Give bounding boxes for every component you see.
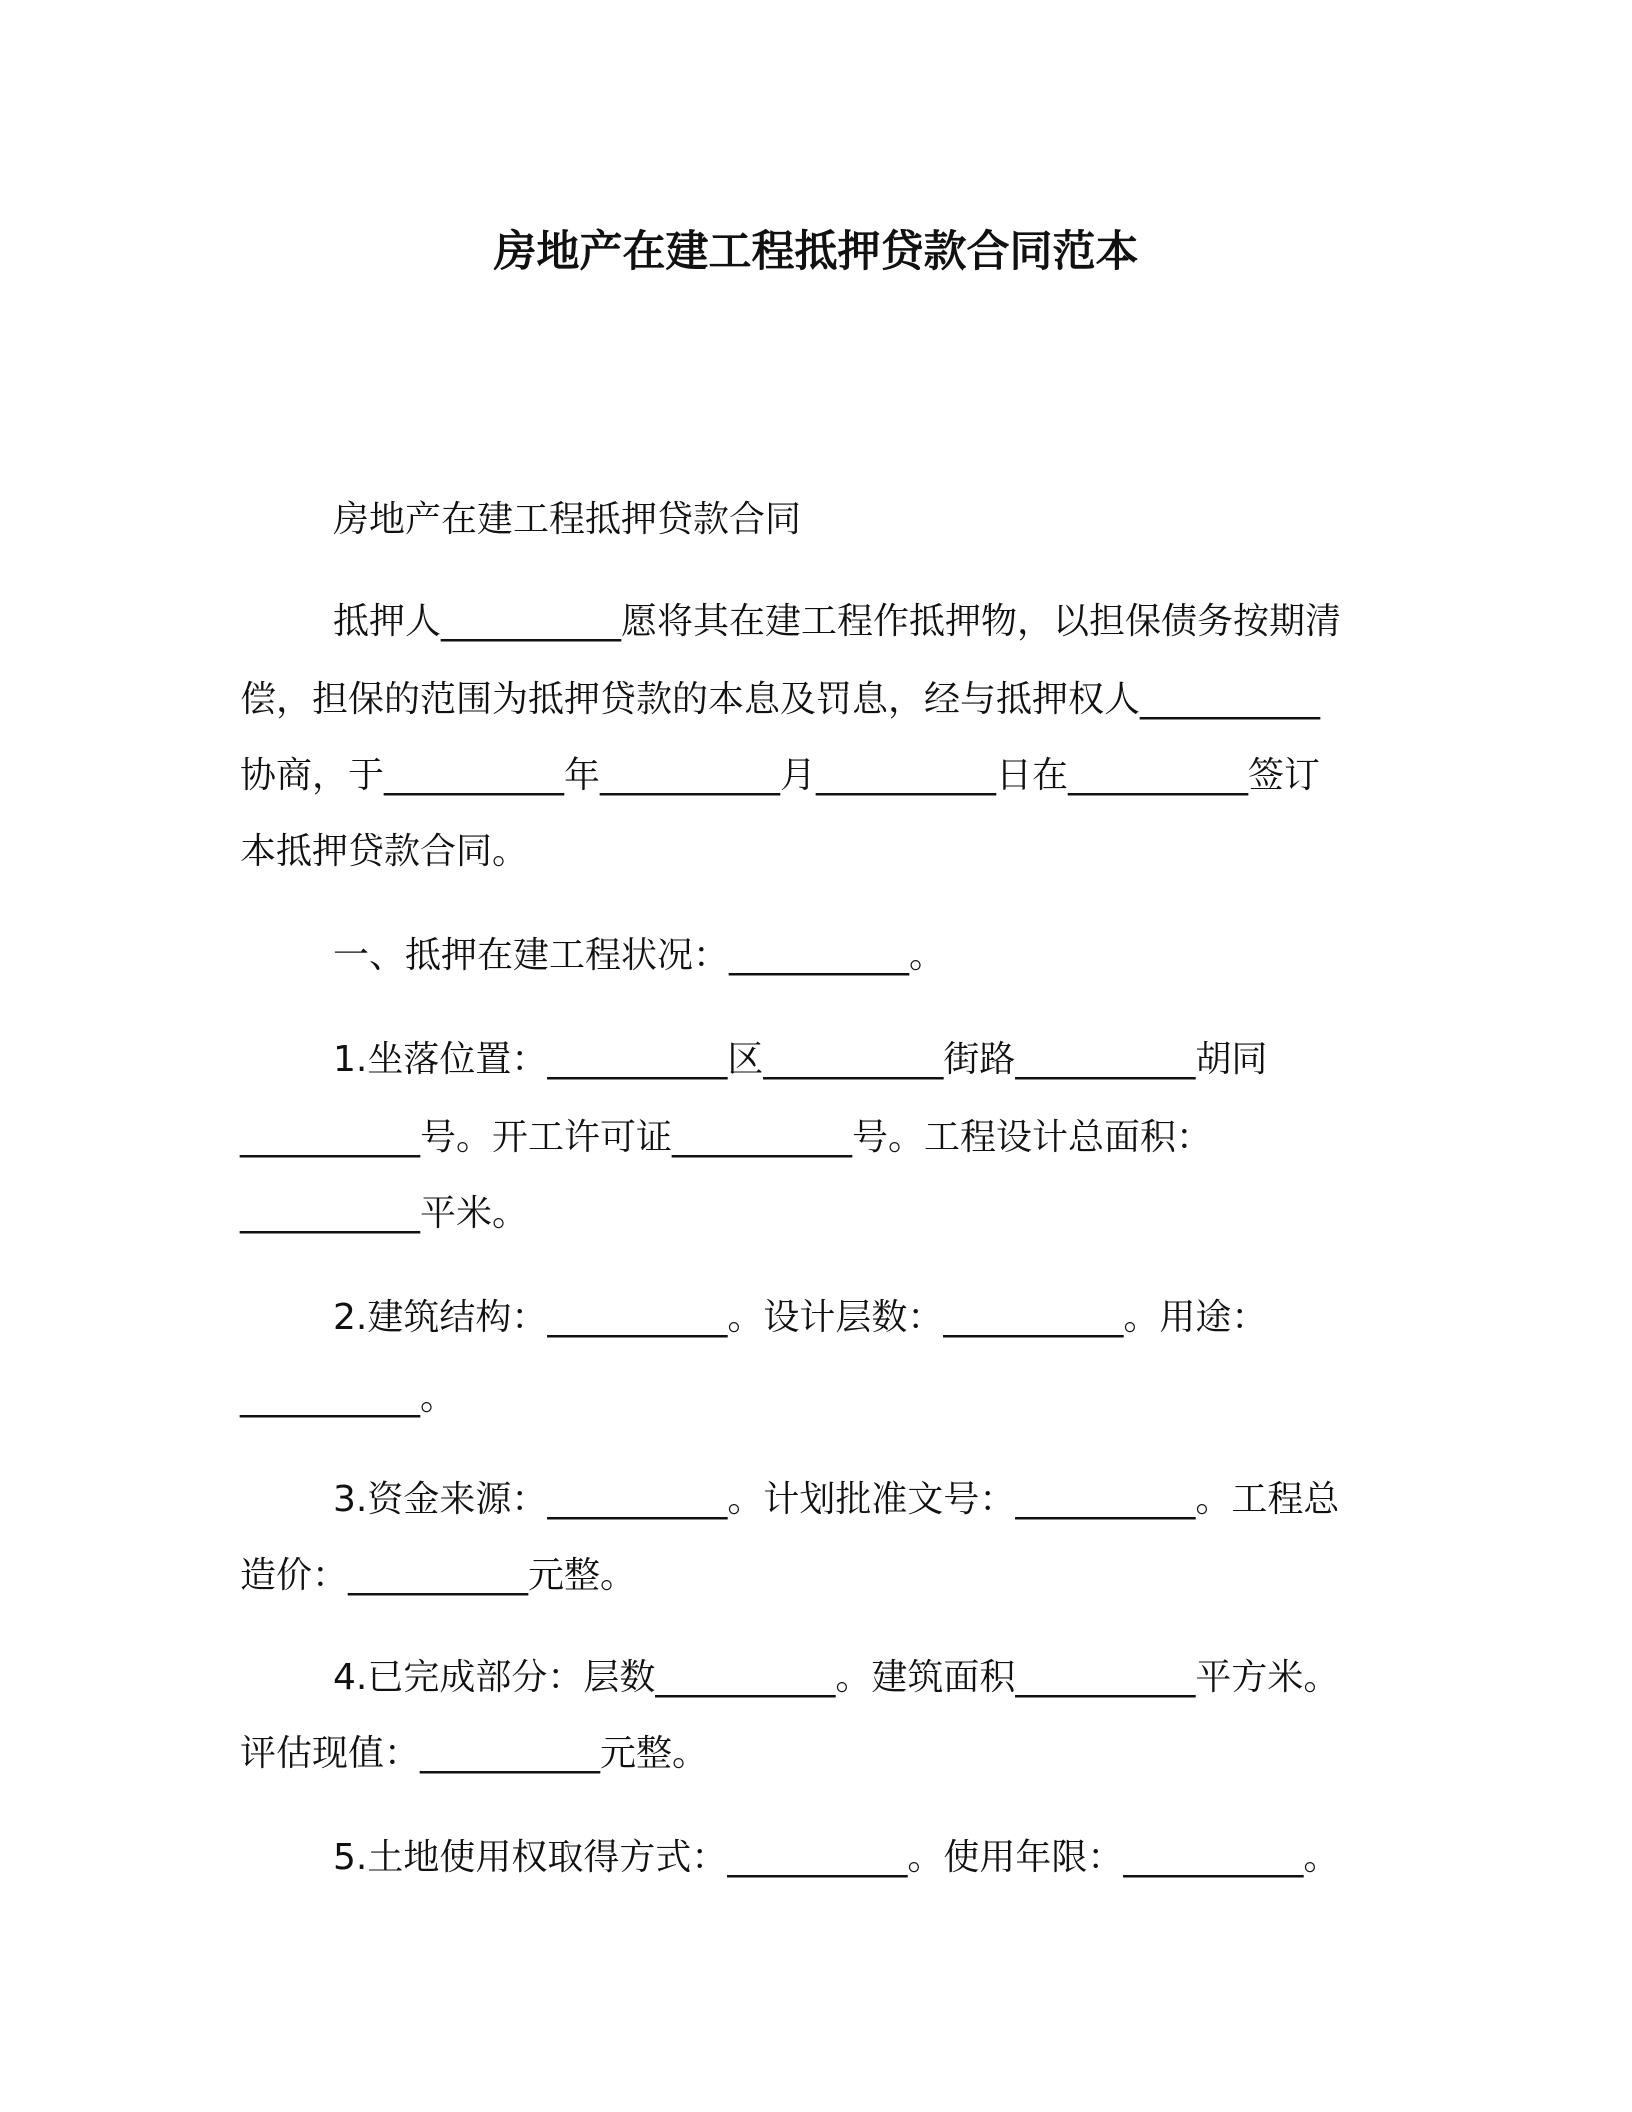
paragraph-line: 抵押人__________愿将其在建工程作抵押物，以担保债务按期清 [333, 601, 1342, 642]
section-heading: 一、抵押在建工程状况：__________。 [333, 935, 946, 976]
paragraph-line: 评估现值：__________元整。 [240, 1733, 709, 1774]
paragraph-line: __________平米。 [240, 1193, 529, 1234]
paragraph-line: 4.已完成部分：层数__________。建筑面积__________平方米。 [333, 1657, 1340, 1698]
paragraph-line: 协商，于__________年__________月__________日在__________签订 [240, 755, 1321, 796]
paragraph-line: 偿，担保的范围为抵押贷款的本息及罚息，经与抵押权人__________ [240, 679, 1321, 720]
document-title: 房地产在建工程抵押贷款合同范本 [493, 227, 1139, 277]
paragraph-line: 3.资金来源：__________。计划批准文号：__________。工程总 [333, 1479, 1340, 1520]
contract-heading: 房地产在建工程抵押贷款合同 [333, 499, 802, 540]
paragraph-line: 2.建筑结构：__________。设计层数：__________。用途： [333, 1297, 1268, 1338]
paragraph-line: 5.土地使用权取得方式：__________。使用年限：__________。 [333, 1837, 1340, 1878]
paragraph-line: __________。 [240, 1377, 457, 1418]
paragraph-line: __________号。开工许可证__________号。工程设计总面积： [240, 1117, 1213, 1158]
paragraph-line: 1.坐落位置：__________区__________街路__________胡同 [333, 1039, 1268, 1080]
paragraph-line: 本抵押贷款合同。 [240, 831, 529, 872]
paragraph-line: 造价：__________元整。 [240, 1555, 637, 1596]
